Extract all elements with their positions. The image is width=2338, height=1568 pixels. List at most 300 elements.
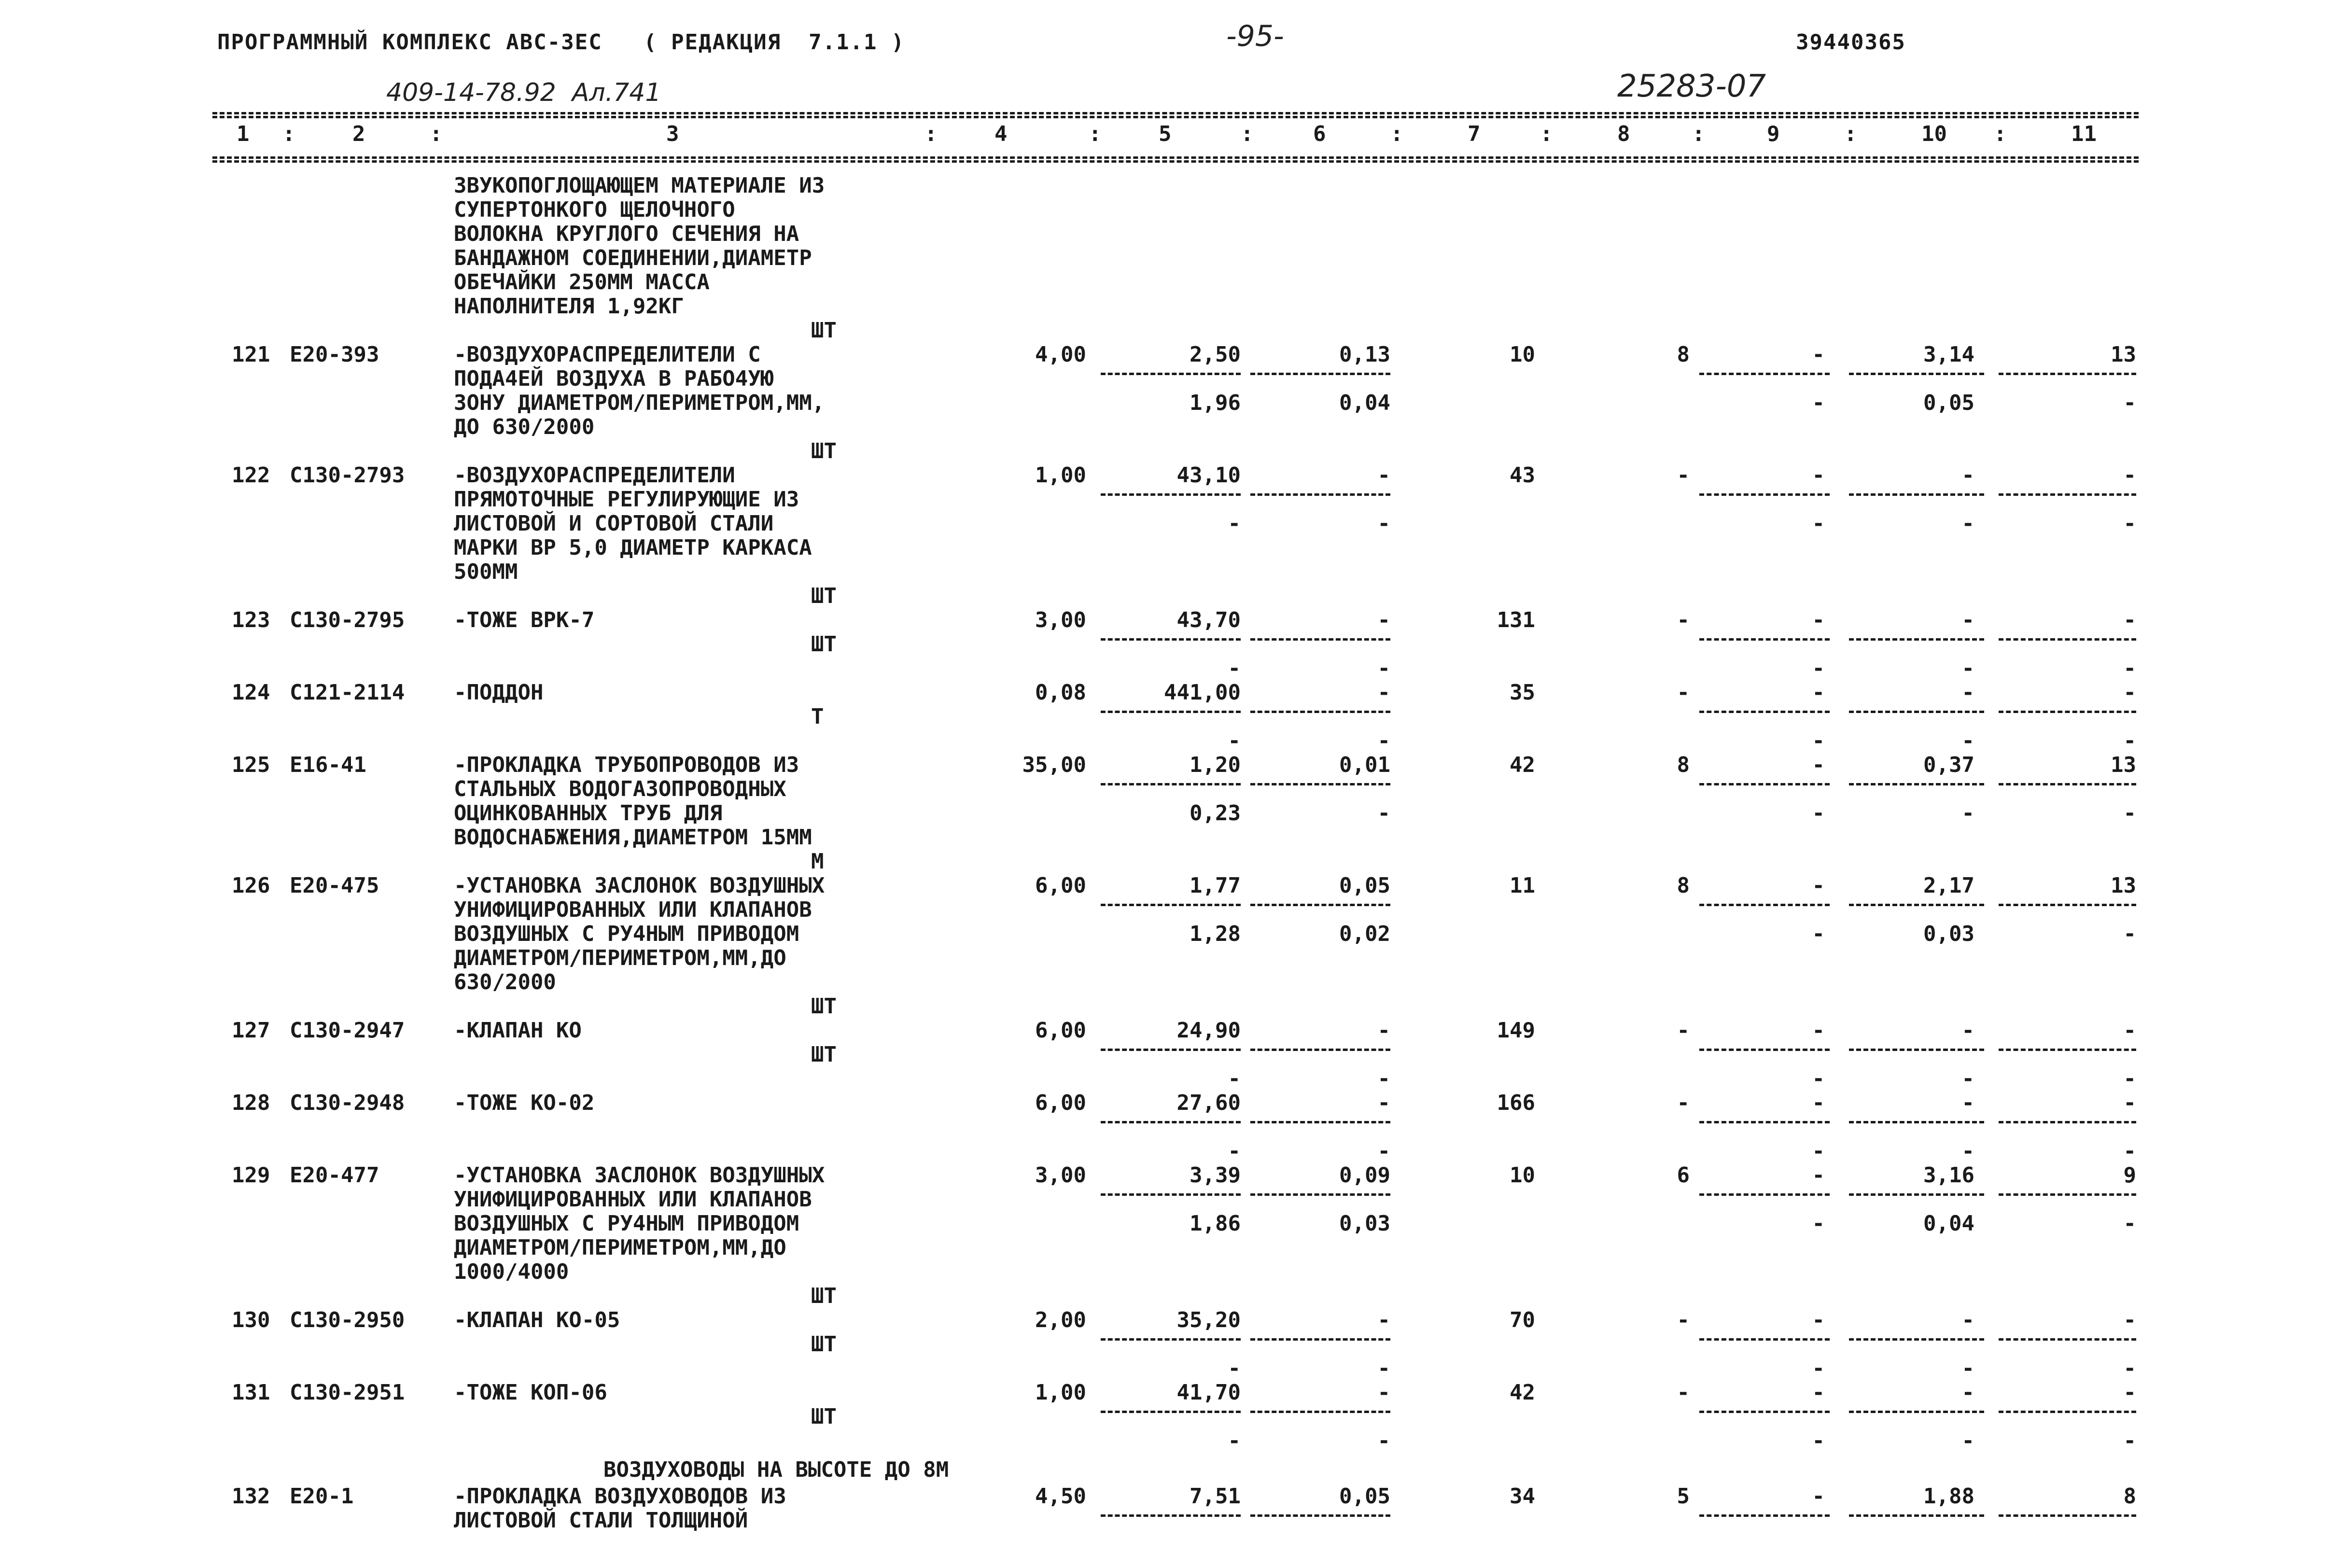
row-value-c7: 43 [1510,463,1535,488]
intro-unit: ШТ [811,318,837,343]
cell-underline [1250,1121,1390,1123]
row-description-line: УНИФИЦИРОВАННЫХ ИЛИ КЛАПАНОВ [454,897,812,922]
row-code: Е20-393 [290,342,379,367]
column-separator: : [430,122,443,146]
row-value-c5: 1,77 [1190,873,1241,898]
row-subvalue-s6: 0,02 [1339,922,1390,946]
row-value-c8: - [1677,463,1690,488]
row-number: 129 [232,1163,270,1188]
column-separator: : [1994,122,2007,146]
cell-underline [1250,711,1390,713]
cell-underline [1699,1193,1830,1196]
row-number: 130 [232,1308,270,1332]
program-title: ПРОГРАММНЫЙ КОМПЛЕКС АВС-3ЕС ( РЕДАКЦИЯ 7.1.1 ) [217,30,905,55]
row-value-c10: 3,14 [1923,342,1974,367]
column-separator: : [1390,122,1403,146]
row-value-c11: 8 [2123,1484,2136,1509]
row-value-c11: - [2123,1308,2136,1332]
row-value-c7: 131 [1497,608,1535,632]
cell-underline [1999,1411,2136,1413]
row-number: 125 [232,753,270,777]
row-subvalue-s5: 1,96 [1190,391,1241,415]
row-quantity: 1,00 [1035,463,1086,488]
row-value-c8: - [1677,608,1690,632]
row-value-c7: 42 [1510,1380,1535,1405]
row-value-c10: 1,88 [1923,1484,1974,1509]
row-description-line: -ПОДДОН [454,680,544,705]
row-subvalue-s10: 0,05 [1923,391,1974,415]
column-header-3: 3 [666,122,679,146]
row-value-c11: - [2123,463,2136,488]
row-subvalue-s5: - [1228,511,1241,536]
row-subvalue-s10: - [1961,801,1974,826]
row-description-line: -ПРОКЛАДКА ТРУБОПРОВОДОВ ИЗ [454,753,799,777]
row-value-c5: 43,70 [1176,608,1241,632]
row-value-c7: 35 [1510,680,1535,705]
row-value-c6: - [1377,1308,1390,1332]
row-description-line: УНИФИЦИРОВАННЫХ ИЛИ КЛАПАНОВ [454,1187,812,1212]
cell-underline [1250,1338,1390,1341]
row-description-line: ВОЗДУШНЫХ С РУ4НЫМ ПРИВОДОМ [454,922,799,946]
row-subvalue-s11: - [2123,1139,2136,1163]
cell-underline [1999,1514,2136,1517]
row-value-c6: 0,05 [1339,1484,1390,1509]
row-subvalue-s10: - [1961,1066,1974,1091]
row-quantity: 2,00 [1035,1308,1086,1332]
row-code: Е20-477 [290,1163,379,1188]
row-value-c9: - [1812,1018,1825,1043]
row-subvalue-s10: 0,03 [1923,922,1974,946]
row-subvalue-s5: - [1228,1066,1241,1091]
row-quantity: 4,50 [1035,1484,1086,1509]
row-description-line: ДИАМЕТРОМ/ПЕРИМЕТРОМ,ММ,ДО [454,1235,786,1260]
row-number: 122 [232,463,270,488]
cell-underline [1101,1338,1241,1341]
row-subvalue-s5: - [1228,656,1241,681]
row-subvalue-s11: - [2123,1428,2136,1453]
cell-underline [1699,711,1830,713]
row-value-c11: - [2123,608,2136,632]
row-value-c8: 8 [1677,342,1690,367]
row-unit: ШТ [811,1404,837,1429]
row-value-c6: - [1377,608,1390,632]
row-subvalue-s6: - [1377,1139,1390,1163]
row-subvalue-s9: - [1812,728,1825,753]
row-subvalue-s6: 0,04 [1339,391,1390,415]
row-value-c5: 41,70 [1176,1380,1241,1405]
row-description-line: ДИАМЕТРОМ/ПЕРИМЕТРОМ,ММ,ДО [454,946,786,970]
cell-underline [1699,373,1830,375]
row-value-c5: 7,51 [1190,1484,1241,1509]
row-subvalue-s5: - [1228,1139,1241,1163]
row-value-c10: - [1961,680,1974,705]
row-subvalue-s6: - [1377,1356,1390,1381]
row-value-c9: - [1812,1091,1825,1115]
row-value-c11: - [2123,1091,2136,1115]
row-subvalue-s11: - [2123,511,2136,536]
column-header-8: 8 [1617,122,1630,146]
row-subvalue-s5: 1,28 [1190,922,1241,946]
row-subvalue-s5: 0,23 [1190,801,1241,826]
row-value-c11: - [2123,1018,2136,1043]
row-code: С121-2114 [290,680,405,705]
cell-underline [1849,1049,1984,1051]
cell-underline [1699,1121,1830,1123]
cell-underline [1699,638,1830,641]
column-header-7: 7 [1468,122,1481,146]
row-description-line: -ТОЖЕ КО-02 [454,1091,595,1115]
row-number: 131 [232,1380,270,1405]
row-value-c5: 24,90 [1176,1018,1241,1043]
row-value-c6: - [1377,1018,1390,1043]
cell-underline [1849,1121,1984,1123]
row-value-c6: 0,13 [1339,342,1390,367]
row-subvalue-s9: - [1812,1356,1825,1381]
row-value-c8: 6 [1677,1163,1690,1188]
row-subvalue-s11: - [2123,391,2136,415]
row-value-c11: 13 [2111,873,2136,898]
row-description-line: ВОДОСНАБЖЕНИЯ,ДИАМЕТРОМ 15ММ [454,825,812,850]
cell-underline [1101,783,1241,785]
cell-underline [1999,1193,2136,1196]
row-code: С130-2947 [290,1018,405,1043]
row-subvalue-s10: - [1961,511,1974,536]
row-number: 126 [232,873,270,898]
cell-underline [1250,783,1390,785]
row-value-c6: - [1377,463,1390,488]
cell-underline [1101,638,1241,641]
column-separator: : [1540,122,1553,146]
row-subvalue-s9: - [1812,1211,1825,1236]
row-subvalue-s11: - [2123,922,2136,946]
cell-underline [1101,493,1241,496]
row-description-line: 630/2000 [454,970,556,994]
column-separator: : [924,122,938,146]
column-header-10: 10 [1921,122,1947,146]
row-unit: ШТ [811,632,837,657]
row-description-line: -КЛАПАН КО-05 [454,1308,620,1332]
row-value-c7: 166 [1497,1091,1535,1115]
cell-underline [1849,904,1984,906]
row-subvalue-s5: - [1228,1428,1241,1453]
row-description-line: 500ММ [454,560,518,584]
cell-underline [1699,493,1830,496]
cell-underline [1101,711,1241,713]
row-value-c5: 3,39 [1190,1163,1241,1188]
row-quantity: 3,00 [1035,1163,1086,1188]
row-code: С130-2950 [290,1308,405,1332]
row-subvalue-s10: - [1961,1356,1974,1381]
cell-underline [1699,904,1830,906]
row-value-c8: - [1677,1018,1690,1043]
row-description-line: ЗОНУ ДИАМЕТРОМ/ПЕРИМЕТРОМ,ММ, [454,391,825,415]
cell-underline [1999,1121,2136,1123]
row-code: С130-2795 [290,608,405,632]
cell-underline [1999,638,2136,641]
row-description-line: ОЦИНКОВАННЫХ ТРУБ ДЛЯ [454,801,723,826]
row-unit: ШТ [811,584,837,608]
row-value-c10: 2,17 [1923,873,1974,898]
row-subvalue-s10: - [1961,656,1974,681]
cell-underline [1999,493,2136,496]
row-value-c9: - [1812,1163,1825,1188]
row-quantity: 4,00 [1035,342,1086,367]
cell-underline [1699,1049,1830,1051]
column-header-11: 11 [2071,122,2097,146]
row-value-c10: - [1961,1091,1974,1115]
row-subvalue-s6: - [1377,801,1390,826]
cell-underline [1250,493,1390,496]
row-value-c11: - [2123,1380,2136,1405]
row-value-c8: - [1677,1308,1690,1332]
row-subvalue-s9: - [1812,922,1825,946]
row-description-line: СТАЛЬНЫХ ВОДОГАЗОПРОВОДНЫХ [454,777,786,801]
row-code: С130-2951 [290,1380,405,1405]
row-value-c10: - [1961,463,1974,488]
cell-underline [1999,783,2136,785]
row-value-c9: - [1812,608,1825,632]
row-number: 128 [232,1091,270,1115]
cell-underline [1849,1514,1984,1517]
row-value-c10: - [1961,608,1974,632]
section-title: ВОЗДУХОВОДЫ НА ВЫСОТЕ ДО 8М [603,1457,949,1482]
row-value-c6: 0,01 [1339,753,1390,777]
row-value-c5: 2,50 [1190,342,1241,367]
cell-underline [1699,1338,1830,1341]
column-header-9: 9 [1767,122,1780,146]
row-code: С130-2793 [290,463,405,488]
row-value-c10: - [1961,1380,1974,1405]
column-separator: : [1089,122,1102,146]
row-value-c9: - [1812,1308,1825,1332]
row-value-c5: 27,60 [1176,1091,1241,1115]
row-subvalue-s6: 0,03 [1339,1211,1390,1236]
row-value-c11: 13 [2111,753,2136,777]
cell-underline [1849,783,1984,785]
row-subvalue-s9: - [1812,656,1825,681]
cell-underline [1999,711,2136,713]
cell-underline [1250,373,1390,375]
row-unit: М [811,849,824,874]
cell-underline [1999,373,2136,375]
row-value-c8: 8 [1677,873,1690,898]
cell-underline [1699,1411,1830,1413]
row-subvalue-s6: - [1377,656,1390,681]
row-unit: ШТ [811,1284,837,1308]
column-header-6: 6 [1313,122,1326,146]
cell-underline [1849,1411,1984,1413]
cell-underline [1699,783,1830,785]
row-value-c6: 0,05 [1339,873,1390,898]
row-subvalue-s11: - [2123,1356,2136,1381]
row-subvalue-s9: - [1812,391,1825,415]
row-value-c8: 5 [1677,1484,1690,1509]
row-value-c9: - [1812,1484,1825,1509]
row-unit: ШТ [811,439,837,463]
row-description-line: -ТОЖЕ ВРК-7 [454,608,595,632]
row-subvalue-s5: - [1228,728,1241,753]
row-value-c5: 35,20 [1176,1308,1241,1332]
row-value-c7: 34 [1510,1484,1535,1509]
row-subvalue-s9: - [1812,511,1825,536]
cell-underline [1999,1338,2136,1341]
row-value-c7: 70 [1510,1308,1535,1332]
column-separator: : [1692,122,1705,146]
row-code: Е20-475 [290,873,379,898]
row-value-c6: - [1377,1380,1390,1405]
cell-underline [1849,638,1984,641]
row-subvalue-s10: 0,04 [1923,1211,1974,1236]
intro-line: СУПЕРТОНКОГО ЩЕЛОЧНОГО [454,197,735,222]
cell-underline [1101,1049,1241,1051]
cell-underline [1101,1514,1241,1517]
row-quantity: 0,08 [1035,680,1086,705]
cell-underline [1999,904,2136,906]
row-description-line: -УСТАНОВКА ЗАСЛОНОК ВОЗДУШНЫХ [454,873,825,898]
row-subvalue-s6: - [1377,511,1390,536]
row-code: Е20-1 [290,1484,354,1509]
row-number: 127 [232,1018,270,1043]
intro-line: БАНДАЖНОМ СОЕДИНЕНИИ,ДИАМЕТР [454,246,812,270]
row-value-c7: 11 [1510,873,1535,898]
column-header-4: 4 [994,122,1008,146]
cell-underline [1101,373,1241,375]
row-value-c9: - [1812,1380,1825,1405]
row-value-c9: - [1812,873,1825,898]
column-header-5: 5 [1159,122,1172,146]
cell-underline [1849,1193,1984,1196]
cell-underline [1999,1049,2136,1051]
row-value-c10: 0,37 [1923,753,1974,777]
row-value-c6: 0,09 [1339,1163,1390,1188]
row-unit: ШТ [811,994,837,1019]
row-quantity: 6,00 [1035,1018,1086,1043]
row-number: 132 [232,1484,270,1509]
row-value-c5: 43,10 [1176,463,1241,488]
cell-underline [1849,1338,1984,1341]
row-subvalue-s10: - [1961,1428,1974,1453]
row-number: 121 [232,342,270,367]
row-value-c11: 13 [2111,342,2136,367]
document-number: 39440365 [1796,30,1906,55]
row-value-c10: - [1961,1018,1974,1043]
row-description-line: -ВОЗДУХОРАСПРЕДЕЛИТЕЛИ С [454,342,761,367]
row-description-line: -КЛАПАН КО [454,1018,582,1043]
row-value-c9: - [1812,680,1825,705]
row-value-c9: - [1812,342,1825,367]
row-description-line: 1000/4000 [454,1260,569,1284]
cell-underline [1699,1514,1830,1517]
row-subvalue-s11: - [2123,728,2136,753]
row-description-line: ЛИСТОВОЙ СТАЛИ ТОЛЩИНОЙ [454,1508,748,1533]
row-description-line: -ВОЗДУХОРАСПРЕДЕЛИТЕЛИ [454,463,735,488]
row-subvalue-s11: - [2123,1066,2136,1091]
row-description-line: -ПРОКЛАДКА ВОЗДУХОВОДОВ ИЗ [454,1484,786,1509]
row-subvalue-s9: - [1812,1139,1825,1163]
row-subvalue-s11: - [2123,656,2136,681]
row-value-c10: 3,16 [1923,1163,1974,1188]
intro-line: ВОЛОКНА КРУГЛОГО СЕЧЕНИЯ НА [454,222,799,246]
row-value-c5: 1,20 [1190,753,1241,777]
row-quantity: 3,00 [1035,608,1086,632]
row-unit: ШТ [811,1042,837,1067]
row-quantity: 6,00 [1035,873,1086,898]
cell-underline [1250,1514,1390,1517]
row-number: 123 [232,608,270,632]
row-description-line: ПОДА4ЕЙ ВОЗДУХА В РАБО4УЮ [454,366,774,391]
row-code: С130-2948 [290,1091,405,1115]
cell-underline [1250,1049,1390,1051]
column-header-1: 1 [237,122,250,146]
cell-underline [1101,1411,1241,1413]
cell-underline [1849,493,1984,496]
row-value-c8: - [1677,1091,1690,1115]
row-value-c6: - [1377,680,1390,705]
cell-underline [1250,1411,1390,1413]
row-code: Е16-41 [290,753,366,777]
row-subvalue-s6: - [1377,728,1390,753]
row-subvalue-s5: - [1228,1356,1241,1381]
project-code: 409-14-78.92 Ал.741 [386,78,661,107]
header-rule-bottom [212,156,2139,159]
cell-underline [1101,904,1241,906]
row-subvalue-s9: - [1812,1066,1825,1091]
row-subvalue-s9: - [1812,801,1825,826]
cell-underline [1849,373,1984,375]
row-subvalue-s11: - [2123,801,2136,826]
cell-underline [1101,1121,1241,1123]
cell-underline [1101,1193,1241,1196]
row-subvalue-s6: - [1377,1066,1390,1091]
column-header-2: 2 [352,122,365,146]
row-description-line: ПРЯМОТОЧНЫЕ РЕГУЛИРУЮЩИЕ ИЗ [454,487,799,512]
intro-line: ЗВУКОПОГЛОЩАЮЩЕМ МАТЕРИАЛЕ ИЗ [454,173,825,198]
row-value-c5: 441,00 [1164,680,1241,705]
row-description-line: ДО 630/2000 [454,415,595,439]
row-value-c11: - [2123,680,2136,705]
row-subvalue-s9: - [1812,1428,1825,1453]
row-quantity: 6,00 [1035,1091,1086,1115]
row-subvalue-s5: 1,86 [1190,1211,1241,1236]
header-rule-top-2 [212,116,2139,118]
row-quantity: 35,00 [1022,753,1086,777]
row-unit: Т [811,704,824,729]
row-description-line: -ТОЖЕ КОП-06 [454,1380,607,1405]
row-value-c7: 149 [1497,1018,1535,1043]
row-value-c7: 10 [1510,1163,1535,1188]
row-value-c8: - [1677,680,1690,705]
row-value-c7: 10 [1510,342,1535,367]
row-value-c8: - [1677,1380,1690,1405]
intro-line: ОБЕЧАЙКИ 250ММ МАССА [454,270,710,294]
row-value-c11: 9 [2123,1163,2136,1188]
column-separator: : [1844,122,1857,146]
row-value-c9: - [1812,463,1825,488]
header-rule-top [212,112,2139,114]
row-value-c6: - [1377,1091,1390,1115]
page-number: -95- [1226,19,1284,53]
row-subvalue-s10: - [1961,728,1974,753]
row-description-line: ВОЗДУШНЫХ С РУ4НЫМ ПРИВОДОМ [454,1211,799,1236]
row-subvalue-s11: - [2123,1211,2136,1236]
row-description-line: МАРКИ ВР 5,0 ДИАМЕТР КАРКАСА [454,535,812,560]
cell-underline [1250,904,1390,906]
row-value-c9: - [1812,753,1825,777]
row-description-line: -УСТАНОВКА ЗАСЛОНОК ВОЗДУШНЫХ [454,1163,825,1188]
row-subvalue-s10: - [1961,1139,1974,1163]
estimate-code: 25283-07 [1617,69,1766,104]
column-separator: : [282,122,295,146]
